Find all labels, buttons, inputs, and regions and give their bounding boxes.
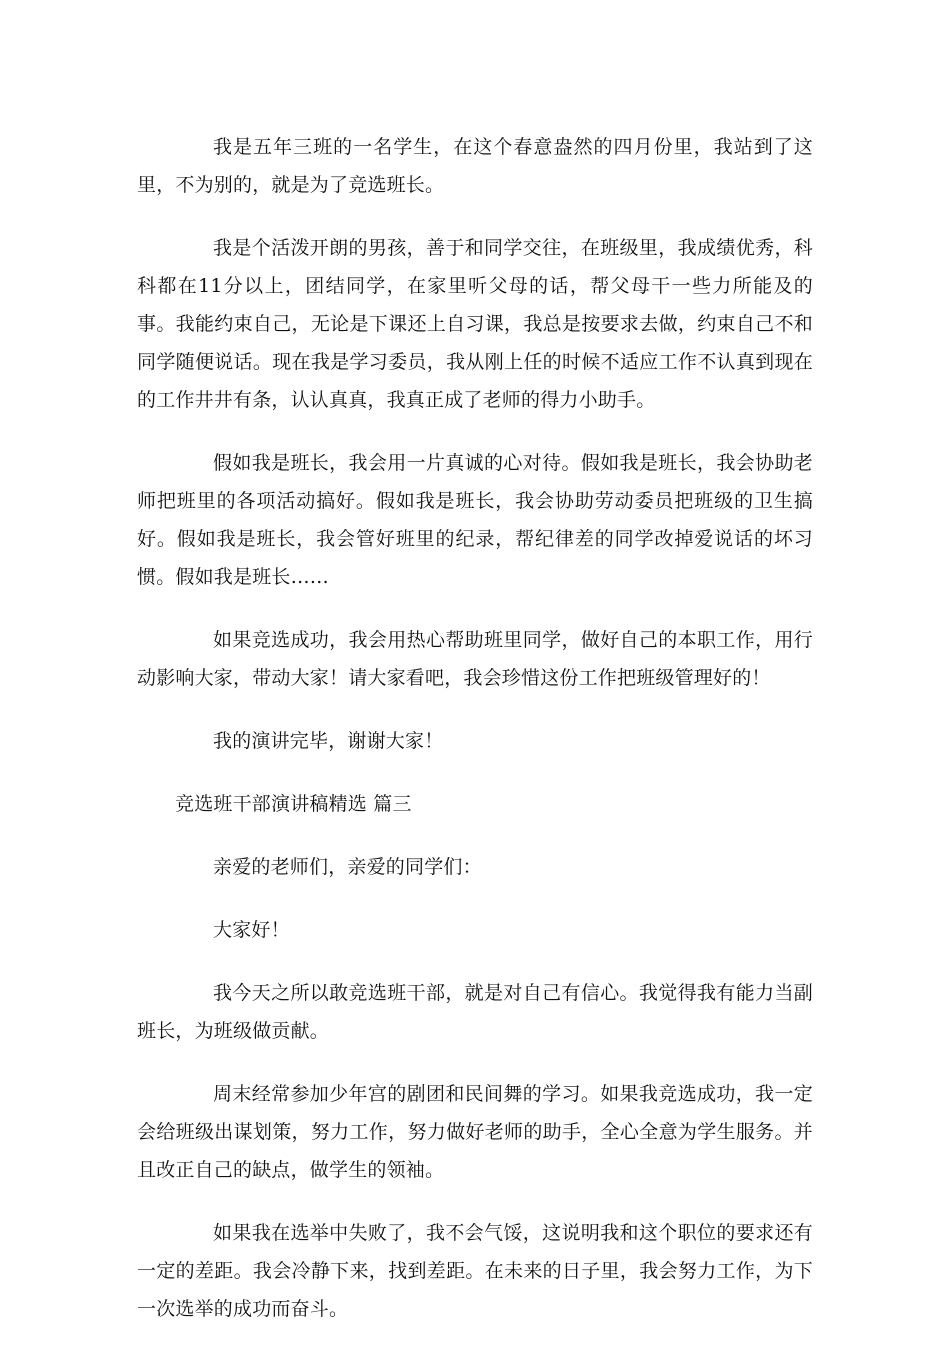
paragraph-if-elected: 如果竞选成功，我会用热心帮助班里同学，做好自己的本职工作，用行动影响大家，带动大家！请大家看吧，我会珍惜这份工作把班级管理好的！ <box>137 629 813 689</box>
paragraph-confidence: 我今天之所以敢竞选班干部，就是对自己有信心。我觉得我有能力当副班长，为班级做贡献。 <box>137 982 813 1042</box>
section-heading: 竞选班干部演讲稿精选 篇三 <box>175 793 412 815</box>
paragraph-salutation: 亲爱的老师们，亲爱的同学们： <box>213 856 482 878</box>
paragraph-greeting: 大家好！ <box>213 919 290 941</box>
paragraph-closing: 我的演讲完毕，谢谢大家！ <box>213 730 444 752</box>
paragraph-if-monitor: 假如我是班长，我会用一片真诚的心对待。假如我是班长，我会协助老师把班里的各项活动搞好。假如我是班长，我会协助劳动委员把班级的卫生搞好。假如我是班长，我会管好班里的纪录，帮纪律差的同学改掉爱说话的坏习惯。假如我是班长…… <box>137 452 813 588</box>
paragraph-plans: 周末经常参加少年宫的剧团和民间舞的学习。如果我竞选成功，我一定会给班级出谋划策，努力工作，努力做好老师的助手，全心全意为学生服务。并且改正自己的缺点，做学生的领袖。 <box>137 1083 813 1181</box>
paragraph-self-description: 我是个活泼开朗的男孩，善于和同学交往，在班级里，我成绩优秀，科科都在11分以上，团结同学，在家里听父母的话，帮父母干一些力所能及的事。我能约束自己，无论是下课还上自习课，我总是按要求去做，约束自己不和同学随便说话。现在我是学习委员，我从刚上任的时候不适应工作不认真到现在的工作井井有条，认认真真，我真正成了老师的得力小助手。 <box>137 237 813 411</box>
paragraph-intro: 我是五年三班的一名学生，在这个春意盎然的四月份里，我站到了这里，不为别的，就是为了竞选班长。 <box>137 136 813 196</box>
document-body <box>137 128 813 1353</box>
paragraph-if-failed: 如果我在选举中失败了，我不会气馁，这说明我和这个职位的要求还有一定的差距。我会冷静下来，找到差距。在未来的日子里，我会努力工作，为下一次选举的成功而奋斗。 <box>137 1222 813 1320</box>
